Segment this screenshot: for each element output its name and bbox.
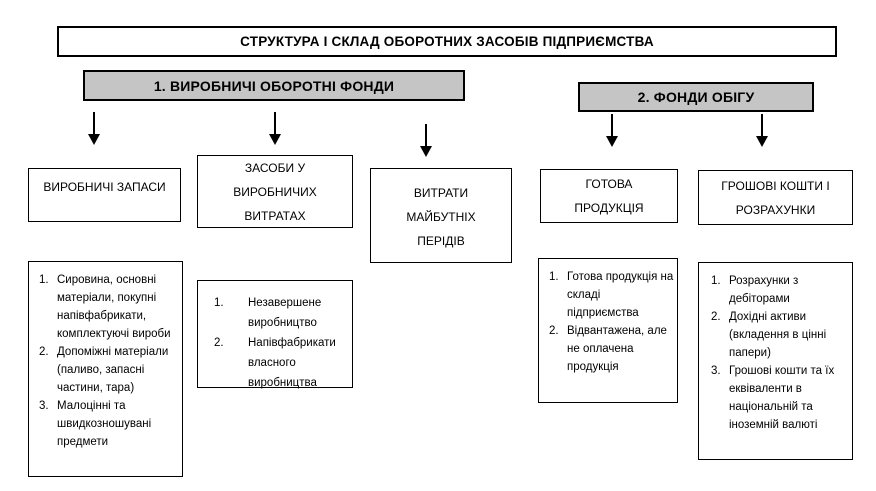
- list-item: [214, 293, 350, 333]
- down-arrow-icon: [605, 114, 618, 147]
- arrow-head: [88, 134, 100, 145]
- category-future-expenses: [370, 168, 512, 263]
- list-in-production-items: [197, 280, 353, 388]
- list-item-number: 1.: [549, 271, 559, 283]
- arrow-head: [420, 146, 432, 157]
- list-item-text: Дохідні активи (вкладення в цінні папери): [729, 311, 827, 359]
- list-item-number: 1.: [214, 297, 224, 309]
- list-item: [711, 308, 849, 362]
- list-item-number: 2.: [549, 325, 559, 337]
- list-item-text: Допоміжні матеріали (паливо, запасні частини, тара): [57, 346, 169, 394]
- down-arrow-icon: [755, 114, 768, 147]
- list-item-number: 3.: [711, 365, 721, 377]
- category-in-production-label: ЗАСОБИ У ВИРОБНИЧИХ ВИТРАТАХ: [233, 160, 317, 223]
- list-item-number: 3.: [39, 400, 49, 412]
- down-arrow-icon: [419, 124, 432, 157]
- list-item-text: Малоцінні та швидкозношувані предмети: [57, 400, 152, 448]
- down-arrow-icon: [87, 112, 100, 145]
- list-item-number: 2.: [39, 346, 49, 358]
- category-in-production: [197, 155, 353, 228]
- category-money: [698, 170, 853, 225]
- arrow-shaft: [93, 112, 95, 134]
- list-item: [39, 343, 177, 397]
- category-inventory: [28, 168, 181, 222]
- arrow-shaft: [425, 124, 427, 146]
- list-item-number: 2.: [711, 311, 721, 323]
- category-future-expenses-label: ВИТРАТИ МАЙБУТНІХ ПЕРІДІВ: [406, 186, 476, 248]
- arrow-head: [269, 134, 281, 145]
- list-item-text: Розрахунки з дебіторами: [729, 275, 799, 305]
- list-item: [39, 271, 177, 343]
- list-item: [549, 322, 674, 376]
- down-arrow-icon: [268, 112, 281, 145]
- list-item-text: Відвантажена, але не оплачена продукція: [567, 325, 667, 373]
- title-box: [57, 26, 837, 57]
- list-item-number: 1.: [711, 275, 721, 287]
- category-money-label: ГРОШОВІ КОШТИ І РОЗРАХУНКИ: [721, 178, 830, 217]
- group-circulation-funds-label: 2. ФОНДИ ОБІГУ: [637, 89, 755, 105]
- list-item: [549, 268, 674, 322]
- list-item: [711, 272, 849, 308]
- arrow-head: [606, 136, 618, 147]
- page-title: СТРУКТУРА І СКЛАД ОБОРОТНИХ ЗАСОБІВ ПІДПРИЄМСТВА: [240, 34, 654, 49]
- list-inventory-items: [28, 261, 183, 477]
- list-item-text: Незавершене виробництво: [248, 297, 322, 329]
- arrow-shaft: [274, 112, 276, 134]
- arrow-head: [756, 136, 768, 147]
- group-circulation-funds-header: [578, 82, 814, 112]
- list-item-number: 1.: [39, 274, 49, 286]
- category-inventory-label: ВИРОБНИЧІ ЗАПАСИ: [43, 180, 166, 194]
- category-finished-goods-label: ГОТОВА ПРОДУКЦІЯ: [574, 177, 644, 215]
- list-finished-goods-items: [538, 258, 678, 403]
- list-item-text: Готова продукція на складі підприємства: [567, 271, 674, 319]
- category-finished-goods: [540, 169, 678, 223]
- list-item-text: Напівфабрикати власного виробництва: [248, 337, 336, 389]
- arrow-shaft: [761, 114, 763, 136]
- list-item-text: Грошові кошти та їх еквіваленти в національній та іноземній валюті: [729, 365, 835, 431]
- list-item: [711, 362, 849, 434]
- group-production-funds-label: 1. ВИРОБНИЧІ ОБОРОТНІ ФОНДИ: [153, 77, 395, 94]
- group-production-funds-header: [83, 70, 465, 101]
- list-item: [214, 333, 350, 393]
- list-item-number: 2.: [214, 337, 224, 349]
- arrow-shaft: [611, 114, 613, 136]
- list-money-items: [698, 262, 853, 460]
- list-item: [39, 397, 177, 451]
- list-item-text: Сировина, основні матеріали, покупні напівфабрикати, комплектуючі вироби: [57, 274, 171, 340]
